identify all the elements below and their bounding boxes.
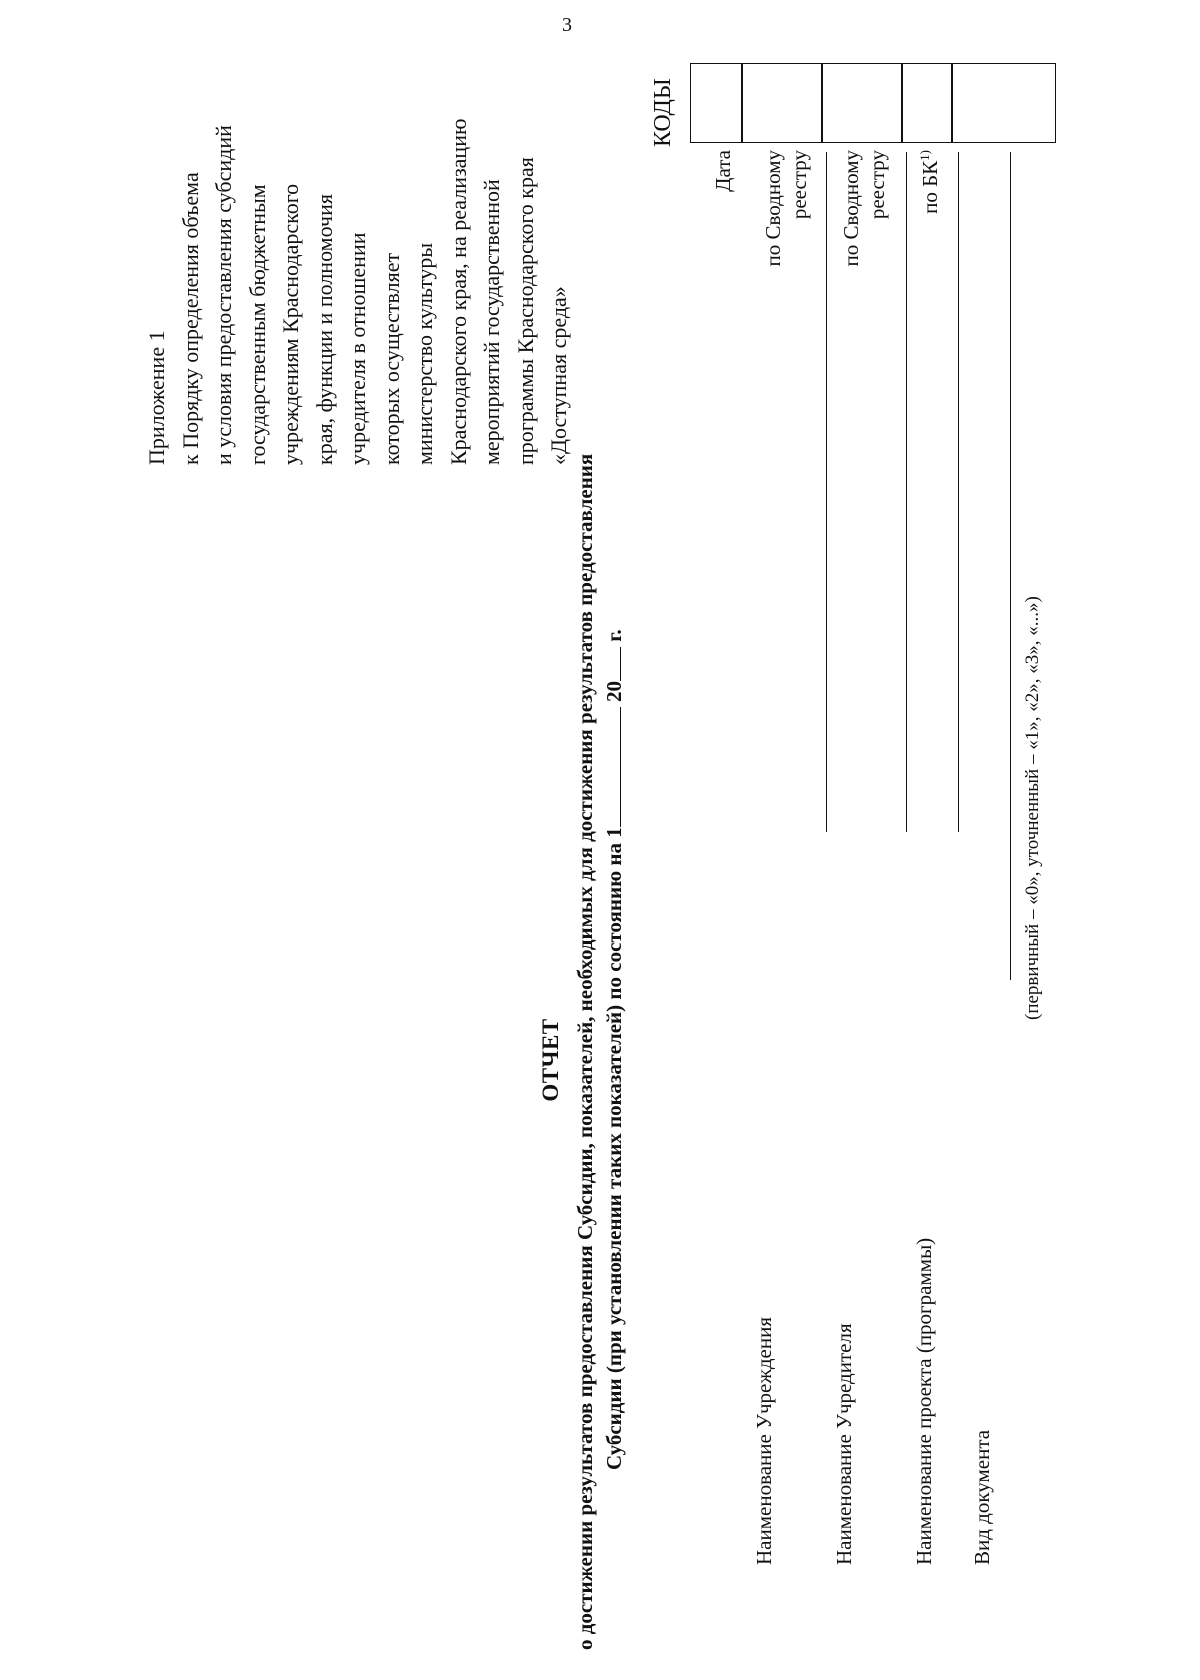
year-blank-line xyxy=(600,647,621,681)
doc-type-label: Вид документа xyxy=(970,1429,994,1565)
report-subtitle-line1: о достижении результатов предоставления Субсидии, показателей, необходимых для достижения результатов предоставления xyxy=(573,453,597,1650)
appendix-line: Приложение 1 xyxy=(144,330,169,465)
institution-label: Наименование Учреждения xyxy=(752,1317,776,1565)
codes-title: КОДЫ xyxy=(650,78,676,147)
appendix-line: министерство культуры xyxy=(412,242,437,465)
appendix-line: к Порядку определения объема xyxy=(177,172,203,465)
founder-label: Наименование Учредителя xyxy=(832,1323,856,1565)
bk-label xyxy=(912,150,943,350)
appendix-line: и условия предоставления субсидий xyxy=(211,125,236,465)
appendix-line: учреждениям Краснодарского xyxy=(278,183,303,465)
doc-type-hint: (первичный – «0», уточненный – «1», «2», «3», «...») xyxy=(1022,596,1043,1020)
register-label-institution xyxy=(760,150,812,350)
subtitle-day-one: 1 xyxy=(602,827,626,838)
appendix-line: государственным бюджетным xyxy=(244,184,270,465)
register-label-line: по Сводному xyxy=(761,150,785,267)
appendix-line: «Доступная среда» xyxy=(546,286,571,465)
register-label-line: реестру xyxy=(787,150,811,220)
appendix-line: программы Краснодарского края xyxy=(512,157,538,465)
subtitle-suffix: г. xyxy=(602,629,626,642)
code-box-bk[interactable] xyxy=(902,63,952,143)
appendix-line: учредителя в отношении xyxy=(345,232,370,465)
appendix-line: мероприятий государственной xyxy=(479,179,504,465)
code-box-register-institution[interactable] xyxy=(742,63,822,143)
doc-type-field-line[interactable] xyxy=(1010,152,1011,980)
appendix-line: края, функции и полномочия xyxy=(311,194,337,465)
report-subtitle-line2 xyxy=(600,629,627,1470)
bk-footnote-mark: 1) xyxy=(917,150,932,161)
register-label-founder xyxy=(838,150,890,350)
date-blank-line xyxy=(600,707,621,827)
institution-field-line[interactable] xyxy=(826,152,827,832)
code-box-date[interactable] xyxy=(690,63,742,143)
project-field-line[interactable] xyxy=(958,152,959,832)
code-box-register-founder[interactable] xyxy=(822,63,902,143)
subtitle-year: 20 xyxy=(602,681,626,702)
project-label: Наименование проекта (программы) xyxy=(912,1237,936,1565)
bk-label-text: по БК xyxy=(918,160,942,214)
report-title: ОТЧЕТ xyxy=(538,1018,563,1102)
appendix-block xyxy=(140,25,576,465)
founder-field-line[interactable] xyxy=(906,152,907,832)
code-box-doc-type[interactable] xyxy=(952,63,1056,143)
register-label-line: по Сводному xyxy=(839,150,863,267)
register-label-line: реестру xyxy=(865,150,889,220)
appendix-line: которых осуществляет xyxy=(378,252,404,465)
appendix-line: Краснодарского края, на реализацию xyxy=(445,118,471,465)
subtitle-prefix: Субсидии (при установлении таких показателей) по состоянию на xyxy=(602,843,626,1470)
date-label: Дата xyxy=(711,150,735,192)
page-number: 3 xyxy=(562,14,572,36)
